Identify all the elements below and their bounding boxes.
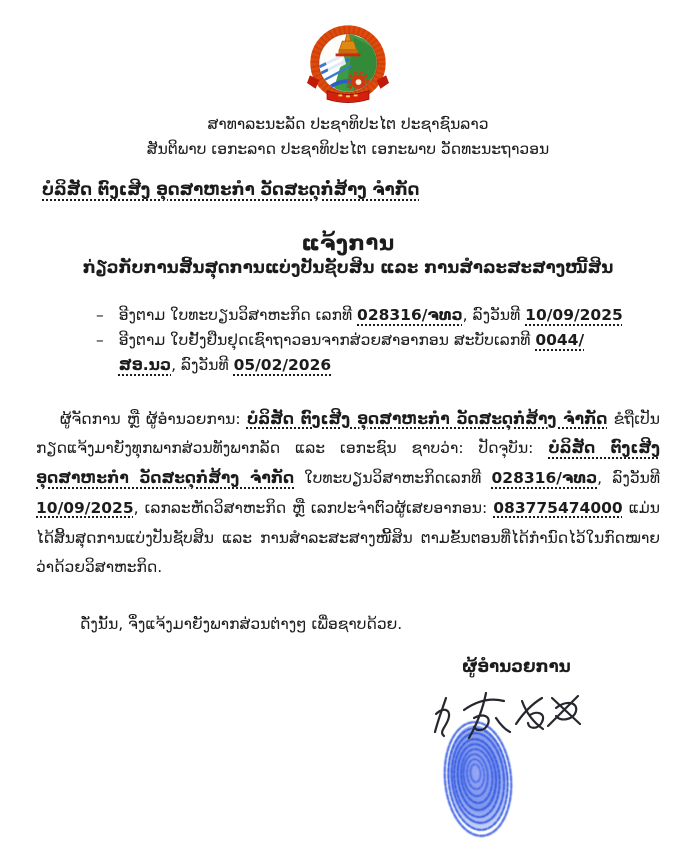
text-segment: 10/09/2025 xyxy=(36,498,134,517)
text-segment: 028316/ຈທວ xyxy=(491,469,598,488)
text-segment: ແມ່ນໄດ້ສິ້ນສຸດການແບ່ງປັນຊັບສິນ ແລະ ການສຳລະສະສາງໜີ້ສິນ ຕາມຂັ້ນຕອນທີ່ໄດ້ກຳນົດໄວ້ໃນກົດໝາຍວ່າດ້ວຍວິສາຫະກິດ. xyxy=(36,498,660,577)
announcement-subtitle: ກ່ຽວກັບການສິ້ນສຸດການແບ່ງປັນຊັບສິນ ແລະ ການສຳລະສະສາງໜີ້ສິນ xyxy=(82,258,614,278)
bullet-dash: – xyxy=(96,306,104,325)
lao-national-emblem-svg xyxy=(300,22,396,104)
company-name-heading: ບໍລິສັດ ຕົງເສີງ ອຸດສາຫະກຳ ວັດສະດຸກໍ່ສ້າງ ຈຳກັດ xyxy=(42,180,420,200)
text-segment: 05/02/2026 xyxy=(233,356,332,375)
signer-title: ຜູ້ອຳນວຍການ xyxy=(462,657,571,677)
text-segment: ຂໍຖືເປັນກຽດແຈ້ງມາຍັງທຸກພາກສ່ວນທັງພາກລັດ ແລະ ເອກະຊົນ ຊາບວ່າ: ປັດຈຸບັນ: xyxy=(36,409,660,458)
text-segment: 0044/ສອ.ນວ xyxy=(118,331,585,375)
reference-item-1 xyxy=(96,303,638,328)
reference-text-1 xyxy=(119,303,623,328)
reference-text-2 xyxy=(119,328,638,378)
text-segment: , ລົງວັນທີ xyxy=(597,469,660,488)
text-segment: , ເລກລະຫັດວິສາຫະກິດ ຫຼື ເລກປະຈຳຕົວຜູ້ເສຍອາກອນ: xyxy=(133,498,494,517)
text-segment: 028316/ຈທວ xyxy=(357,306,463,325)
signature-block xyxy=(0,682,696,841)
text-segment: , ລົງວັນທີ xyxy=(171,356,234,375)
text-segment: 10/09/2025 xyxy=(525,306,623,325)
text-segment: ຜູ້ຈັດການ ຫຼື ຜູ້ອຳນວຍການ: xyxy=(60,409,247,428)
reference-item-2 xyxy=(96,328,638,378)
reference-list xyxy=(96,303,638,378)
lao-national-emblem-icon xyxy=(300,22,396,104)
text-segment: ບໍລິສັດ ຕົງເສີງ ອຸດສາຫະກຳ ວັດສະດຸກໍ່ສ້າງ ຈຳກັດ xyxy=(246,409,608,428)
text-segment: ອີງຕາມ ໃບຢັ້ງຢືນຢຸດເຊົາຖາວອນຈາກສ່ວຍສາອາກອນ ສະບັບເລກທີ xyxy=(118,331,536,350)
bullet-dash: – xyxy=(96,331,104,350)
text-segment: 083775474000 xyxy=(493,498,623,517)
closing-line: ດັ່ງນັ້ນ, ຈຶ່ງແຈ້ງມາຍັງພາກສ່ວນຕ່າງໆ ເພື່ອຊາບດ້ວຍ. xyxy=(80,615,403,634)
text-segment: ບໍລິສັດ ຕົງເສີງ ອຸດສາຫະກຳ ວັດສະດຸກໍ່ສ້າງ ຈຳກັດ xyxy=(36,439,660,488)
announcement-title: ແຈ້ງການ xyxy=(301,231,395,256)
text-segment: , ລົງວັນທີ xyxy=(462,306,526,325)
country-motto-line2: ສັນຕິພາບ ເອກະລາດ ປະຊາທິປະໄຕ ເອກະພາບ ວັດທະນະຖາວອນ xyxy=(146,140,550,159)
body-paragraph xyxy=(36,405,660,584)
handwritten-signature-icon xyxy=(430,688,590,750)
country-motto-line1: ສາທາລະນະລັດ ປະຊາທິປະໄຕ ປະຊາຊົນລາວ xyxy=(207,115,489,133)
text-segment: ອີງຕາມ ໃບທະບຽນວິສາຫະກິດ ເລກທີ xyxy=(118,306,358,325)
text-segment: ໃບທະບຽນວິສາຫະກິດເລກທີ xyxy=(294,469,492,488)
